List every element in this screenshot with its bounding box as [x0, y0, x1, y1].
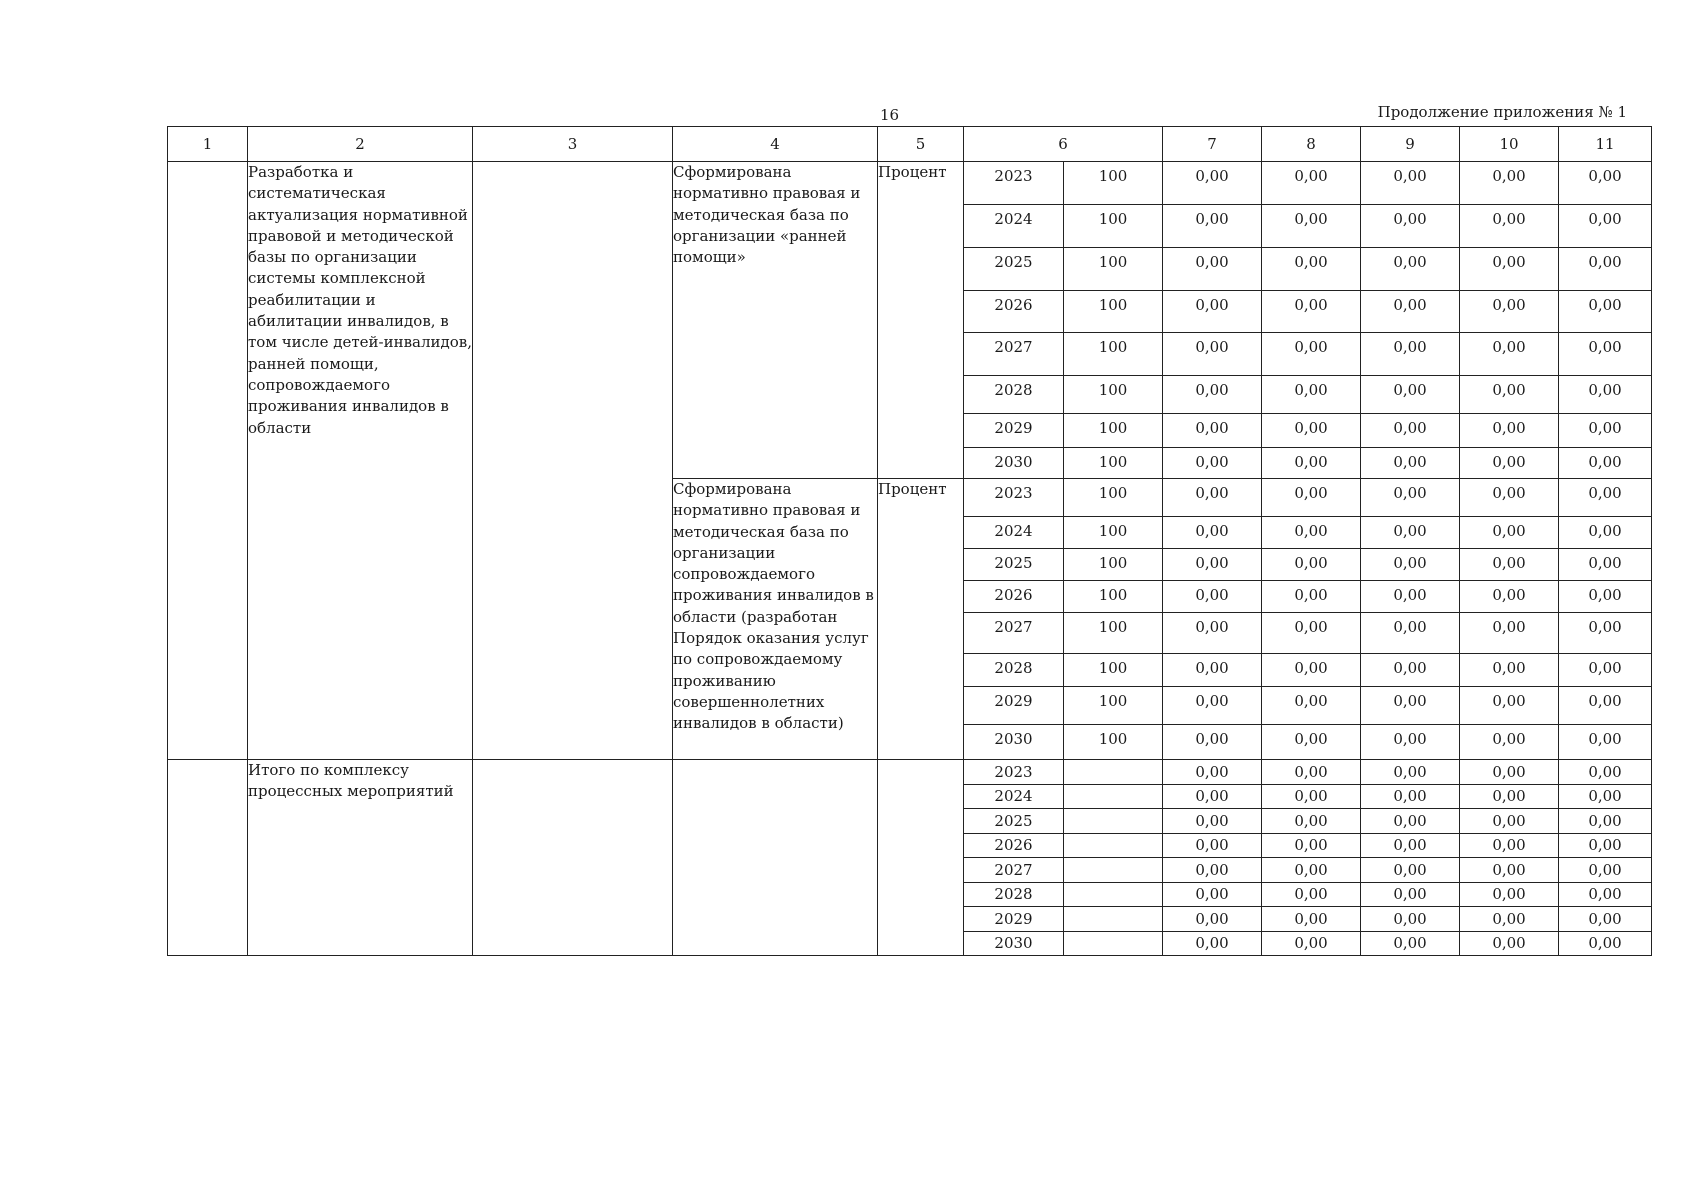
- amount-cell: 0,00: [1460, 248, 1559, 291]
- amount-cell: 0,00: [1262, 907, 1361, 932]
- amount-cell: 0,00: [1163, 784, 1262, 809]
- unit-cell: Процент: [878, 162, 964, 479]
- year-cell: 2030: [964, 931, 1064, 956]
- amount-cell: 0,00: [1559, 931, 1652, 956]
- year-cell: 2023: [964, 162, 1064, 205]
- amount-cell: 0,00: [1361, 613, 1460, 654]
- year-cell: 2025: [964, 809, 1064, 834]
- amount-cell: 0,00: [1262, 581, 1361, 613]
- amount-cell: 0,00: [1163, 448, 1262, 479]
- amount-cell: 0,00: [1262, 858, 1361, 883]
- year-cell: 2024: [964, 205, 1064, 248]
- amount-cell: 0,00: [1262, 613, 1361, 654]
- column-number: 9: [1361, 127, 1460, 162]
- year-cell: 2025: [964, 549, 1064, 581]
- year-cell: 2028: [964, 654, 1064, 687]
- amount-cell: 0,00: [1460, 760, 1559, 785]
- column-number: 3: [473, 127, 673, 162]
- amount-cell: 0,00: [1361, 882, 1460, 907]
- amount-cell: 0,00: [1163, 760, 1262, 785]
- amount-cell: 0,00: [1262, 248, 1361, 291]
- amount-cell: 0,00: [1559, 654, 1652, 687]
- amount-cell: 0,00: [1163, 162, 1262, 205]
- amount-cell: 0,00: [1559, 205, 1652, 248]
- indicator-result-cell: Сформирована нормативно правовая и методическая база по организации «ранней помощи»: [673, 162, 878, 479]
- total-label-cell: Итого по комплексу процессных мероприятий: [248, 760, 473, 956]
- indicator-result-cell: Сформирована нормативно правовая и методическая база по организации сопровождаемого проживания инвалидов в области (разработан Порядок оказания услуг по сопровождаемому проживанию совершеннолетних инвалидов в области): [673, 479, 878, 760]
- amount-cell: 0,00: [1559, 414, 1652, 448]
- amount-cell: 0,00: [1460, 882, 1559, 907]
- amount-cell: 0,00: [1163, 833, 1262, 858]
- amount-cell: 0,00: [1559, 687, 1652, 725]
- year-cell: 2025: [964, 248, 1064, 291]
- year-cell: 2026: [964, 581, 1064, 613]
- amount-cell: 0,00: [1361, 654, 1460, 687]
- amount-cell: 0,00: [1559, 376, 1652, 414]
- target-value-cell: 100: [1064, 448, 1163, 479]
- target-value-cell: 100: [1064, 581, 1163, 613]
- amount-cell: 0,00: [1262, 931, 1361, 956]
- amount-cell: 0,00: [1460, 613, 1559, 654]
- amount-cell: 0,00: [1559, 784, 1652, 809]
- section-body: [168, 162, 1652, 760]
- amount-cell: 0,00: [1262, 162, 1361, 205]
- amount-cell: 0,00: [1559, 549, 1652, 581]
- year-cell: 2029: [964, 907, 1064, 932]
- appendix-table: [167, 126, 1652, 956]
- year-cell: 2026: [964, 833, 1064, 858]
- amount-cell: 0,00: [1559, 448, 1652, 479]
- year-cell: 2024: [964, 784, 1064, 809]
- target-value-cell: 100: [1064, 248, 1163, 291]
- table-row: [168, 162, 1652, 205]
- amount-cell: 0,00: [1163, 907, 1262, 932]
- amount-cell: 0,00: [1361, 760, 1460, 785]
- amount-cell: 0,00: [1361, 858, 1460, 883]
- year-cell: 2024: [964, 517, 1064, 549]
- amount-cell: 0,00: [1361, 517, 1460, 549]
- target-value-cell: 100: [1064, 162, 1163, 205]
- unit-cell: Процент: [878, 479, 964, 760]
- amount-cell: 0,00: [1163, 725, 1262, 760]
- row-number-cell: [168, 162, 248, 760]
- year-cell: 2023: [964, 760, 1064, 785]
- amount-cell: 0,00: [1460, 725, 1559, 760]
- amount-cell: 0,00: [1559, 613, 1652, 654]
- amount-cell: 0,00: [1559, 760, 1652, 785]
- year-cell: 2030: [964, 448, 1064, 479]
- amount-cell: 0,00: [1163, 809, 1262, 834]
- amount-cell: 0,00: [1460, 654, 1559, 687]
- amount-cell: 0,00: [1460, 205, 1559, 248]
- amount-cell: 0,00: [1262, 291, 1361, 333]
- amount-cell: 0,00: [1361, 376, 1460, 414]
- year-cell: 2027: [964, 333, 1064, 376]
- amount-cell: 0,00: [1163, 517, 1262, 549]
- amount-cell: 0,00: [1163, 687, 1262, 725]
- target-value-cell: [1064, 858, 1163, 883]
- amount-cell: 0,00: [1361, 248, 1460, 291]
- amount-cell: 0,00: [1559, 833, 1652, 858]
- amount-cell: 0,00: [1460, 809, 1559, 834]
- amount-cell: 0,00: [1163, 654, 1262, 687]
- amount-cell: 0,00: [1559, 809, 1652, 834]
- amount-cell: 0,00: [1361, 333, 1460, 376]
- table-row: [168, 760, 1652, 785]
- amount-cell: 0,00: [1163, 205, 1262, 248]
- amount-cell: 0,00: [1460, 581, 1559, 613]
- amount-cell: 0,00: [1163, 479, 1262, 517]
- amount-cell: 0,00: [1163, 291, 1262, 333]
- column-number: 5: [878, 127, 964, 162]
- column-number-header: [168, 127, 1652, 162]
- empty-cell: [473, 162, 673, 760]
- amount-cell: 0,00: [1262, 760, 1361, 785]
- amount-cell: 0,00: [1361, 162, 1460, 205]
- amount-cell: 0,00: [1262, 725, 1361, 760]
- target-value-cell: 100: [1064, 687, 1163, 725]
- amount-cell: 0,00: [1460, 517, 1559, 549]
- year-cell: 2028: [964, 882, 1064, 907]
- amount-cell: 0,00: [1163, 376, 1262, 414]
- target-value-cell: 100: [1064, 613, 1163, 654]
- amount-cell: 0,00: [1361, 448, 1460, 479]
- year-cell: 2027: [964, 858, 1064, 883]
- amount-cell: 0,00: [1559, 858, 1652, 883]
- amount-cell: 0,00: [1361, 687, 1460, 725]
- amount-cell: 0,00: [1262, 784, 1361, 809]
- amount-cell: 0,00: [1163, 549, 1262, 581]
- amount-cell: 0,00: [1163, 414, 1262, 448]
- target-value-cell: 100: [1064, 205, 1163, 248]
- amount-cell: 0,00: [1361, 479, 1460, 517]
- amount-cell: 0,00: [1361, 784, 1460, 809]
- amount-cell: 0,00: [1361, 907, 1460, 932]
- amount-cell: 0,00: [1460, 376, 1559, 414]
- amount-cell: 0,00: [1163, 581, 1262, 613]
- amount-cell: 0,00: [1559, 725, 1652, 760]
- amount-cell: 0,00: [1262, 882, 1361, 907]
- column-number: 11: [1559, 127, 1652, 162]
- amount-cell: 0,00: [1163, 931, 1262, 956]
- amount-cell: 0,00: [1262, 833, 1361, 858]
- amount-cell: 0,00: [1361, 725, 1460, 760]
- amount-cell: 0,00: [1262, 333, 1361, 376]
- year-cell: 2029: [964, 414, 1064, 448]
- target-value-cell: 100: [1064, 517, 1163, 549]
- amount-cell: 0,00: [1361, 809, 1460, 834]
- amount-cell: 0,00: [1163, 858, 1262, 883]
- amount-cell: 0,00: [1460, 414, 1559, 448]
- amount-cell: 0,00: [1262, 479, 1361, 517]
- amount-cell: 0,00: [1460, 858, 1559, 883]
- target-value-cell: 100: [1064, 414, 1163, 448]
- amount-cell: 0,00: [1559, 248, 1652, 291]
- amount-cell: 0,00: [1262, 517, 1361, 549]
- target-value-cell: 100: [1064, 291, 1163, 333]
- amount-cell: 0,00: [1361, 549, 1460, 581]
- amount-cell: 0,00: [1559, 517, 1652, 549]
- amount-cell: 0,00: [1361, 581, 1460, 613]
- amount-cell: 0,00: [1460, 448, 1559, 479]
- row-number-cell: [168, 760, 248, 956]
- empty-cell: [878, 760, 964, 956]
- amount-cell: 0,00: [1262, 414, 1361, 448]
- column-number: 6: [964, 127, 1163, 162]
- amount-cell: 0,00: [1361, 833, 1460, 858]
- amount-cell: 0,00: [1262, 205, 1361, 248]
- page-number: 16: [880, 106, 900, 124]
- amount-cell: 0,00: [1163, 248, 1262, 291]
- amount-cell: 0,00: [1559, 479, 1652, 517]
- amount-cell: 0,00: [1460, 931, 1559, 956]
- amount-cell: 0,00: [1262, 687, 1361, 725]
- amount-cell: 0,00: [1460, 833, 1559, 858]
- amount-cell: 0,00: [1262, 654, 1361, 687]
- amount-cell: 0,00: [1559, 581, 1652, 613]
- continuation-caption: Продолжение приложения № 1: [1377, 103, 1627, 121]
- target-value-cell: 100: [1064, 479, 1163, 517]
- amount-cell: 0,00: [1361, 931, 1460, 956]
- amount-cell: 0,00: [1163, 613, 1262, 654]
- amount-cell: 0,00: [1559, 291, 1652, 333]
- year-cell: 2026: [964, 291, 1064, 333]
- amount-cell: 0,00: [1262, 809, 1361, 834]
- target-value-cell: 100: [1064, 725, 1163, 760]
- target-value-cell: 100: [1064, 549, 1163, 581]
- amount-cell: 0,00: [1460, 162, 1559, 205]
- column-number: 1: [168, 127, 248, 162]
- amount-cell: 0,00: [1460, 784, 1559, 809]
- amount-cell: 0,00: [1262, 448, 1361, 479]
- amount-cell: 0,00: [1361, 291, 1460, 333]
- target-value-cell: 100: [1064, 333, 1163, 376]
- activity-name-cell: Разработка и систематическая актуализация нормативной правовой и методической базы по организации системы комплексной реабилитации и абилитации инвалидов, в том числе детей-инвалидов, ранней помощи, сопровождаемого проживания инвалидов в области: [248, 162, 473, 760]
- column-number: 7: [1163, 127, 1262, 162]
- amount-cell: 0,00: [1559, 333, 1652, 376]
- column-number: 2: [248, 127, 473, 162]
- amount-cell: 0,00: [1460, 291, 1559, 333]
- target-value-cell: 100: [1064, 376, 1163, 414]
- amount-cell: 0,00: [1460, 907, 1559, 932]
- target-value-cell: [1064, 809, 1163, 834]
- amount-cell: 0,00: [1460, 333, 1559, 376]
- amount-cell: 0,00: [1460, 479, 1559, 517]
- year-cell: 2029: [964, 687, 1064, 725]
- amount-cell: 0,00: [1262, 376, 1361, 414]
- year-cell: 2027: [964, 613, 1064, 654]
- total-body: [168, 760, 1652, 956]
- amount-cell: 0,00: [1163, 882, 1262, 907]
- amount-cell: 0,00: [1559, 882, 1652, 907]
- empty-cell: [473, 760, 673, 956]
- year-cell: 2023: [964, 479, 1064, 517]
- empty-cell: [673, 760, 878, 956]
- target-value-cell: [1064, 907, 1163, 932]
- year-cell: 2028: [964, 376, 1064, 414]
- amount-cell: 0,00: [1559, 907, 1652, 932]
- target-value-cell: [1064, 784, 1163, 809]
- target-value-cell: [1064, 882, 1163, 907]
- amount-cell: 0,00: [1361, 414, 1460, 448]
- amount-cell: 0,00: [1163, 333, 1262, 376]
- target-value-cell: [1064, 760, 1163, 785]
- column-number: 4: [673, 127, 878, 162]
- amount-cell: 0,00: [1361, 205, 1460, 248]
- column-number: 8: [1262, 127, 1361, 162]
- amount-cell: 0,00: [1262, 549, 1361, 581]
- target-value-cell: 100: [1064, 654, 1163, 687]
- column-number: 10: [1460, 127, 1559, 162]
- amount-cell: 0,00: [1559, 162, 1652, 205]
- target-value-cell: [1064, 833, 1163, 858]
- target-value-cell: [1064, 931, 1163, 956]
- amount-cell: 0,00: [1460, 549, 1559, 581]
- amount-cell: 0,00: [1460, 687, 1559, 725]
- year-cell: 2030: [964, 725, 1064, 760]
